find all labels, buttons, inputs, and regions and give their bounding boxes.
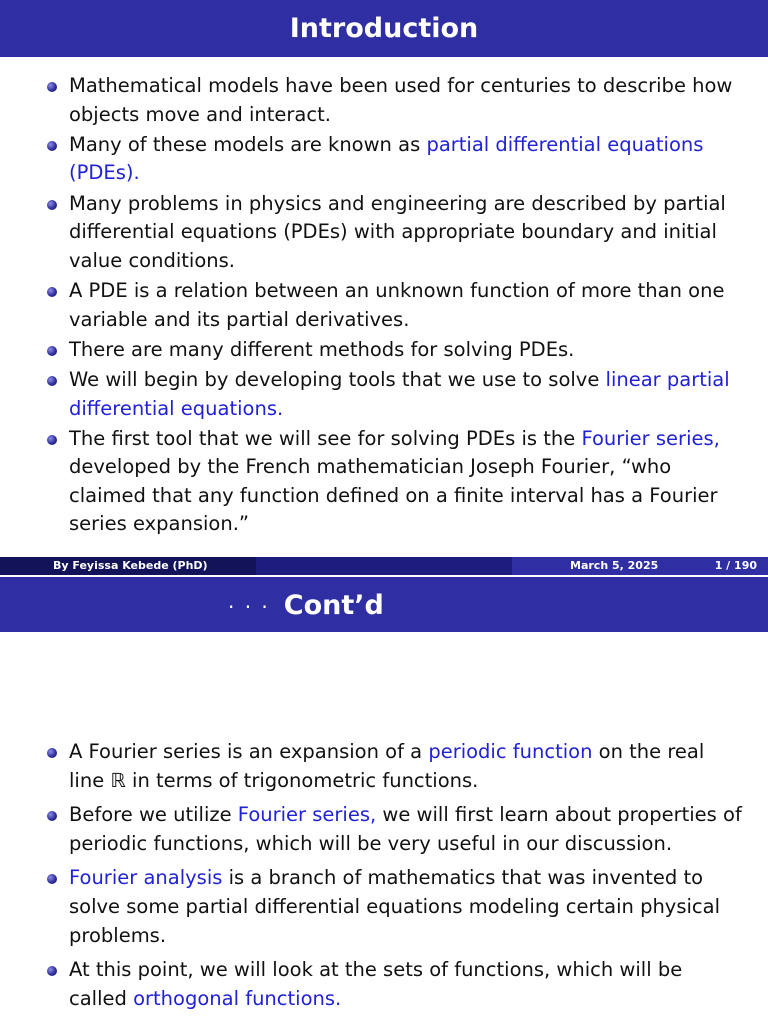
bullet-text: developed by the French mathematician Joseph Fourier, “who claimed that any function defined on a finite interval has a Fourier series expansion.” <box>69 455 718 536</box>
slide-title <box>0 0 768 57</box>
bullet-item <box>0 864 768 950</box>
bullet-text: Many of these models are known as <box>69 132 427 156</box>
bullet-item <box>0 801 768 858</box>
bullet-text: We will begin by developing tools that we use to solve <box>69 367 606 391</box>
footer-middle-band <box>256 557 512 575</box>
bullet-item <box>0 131 768 188</box>
bullet-icon <box>47 346 57 356</box>
bullet-item <box>0 72 768 129</box>
bullet-icon <box>47 376 57 386</box>
footer-date: March 5, 2025 <box>570 559 659 572</box>
bullet-item <box>0 425 768 539</box>
bullet-icon <box>47 811 57 821</box>
footer-author: By Feyissa Kebede (PhD) <box>0 557 256 575</box>
bullet-icon <box>47 435 57 445</box>
highlighted-term: Fourier analysis <box>69 866 223 890</box>
bullet-list-intro <box>0 72 768 541</box>
bullet-text: At this point, we will look at the sets of functions, which will be called <box>69 958 683 1010</box>
bullet-item <box>0 190 768 276</box>
bullet-icon <box>47 141 57 151</box>
highlighted-term: Fourier series, <box>581 426 720 450</box>
slide-footer <box>0 557 768 575</box>
bullet-item <box>0 366 768 423</box>
bullet-item <box>0 336 768 365</box>
footer-right-band <box>512 557 768 575</box>
footer-page-number: 1 / 190 <box>714 559 757 572</box>
bullet-list-contd <box>0 738 768 1019</box>
bullet-text: Many problems in physics and engineering are described by partial differential equations (PDEs) with appropriate boundary and initial value conditions. <box>69 191 726 272</box>
bullet-text: There are many different methods for solving PDEs. <box>69 337 575 361</box>
highlighted-term: Fourier series, <box>237 803 377 827</box>
bullet-icon <box>47 966 57 976</box>
bullet-text: A Fourier series is an expansion of a <box>69 740 429 763</box>
slide-title-text: Introduction <box>289 13 479 44</box>
bullet-icon <box>47 82 57 92</box>
highlighted-term: partial differential equations (PDEs). <box>69 132 704 185</box>
bullet-text: we will first learn about properties of periodic functions, which will be very useful in our discussion. <box>69 803 742 855</box>
bullet-icon <box>47 200 57 210</box>
bullet-item <box>0 738 768 795</box>
bullet-item <box>0 956 768 1013</box>
highlighted-term: orthogonal functions. <box>133 986 342 1010</box>
bullet-text: on the real line ℝ in terms of trigonometric functions. <box>69 740 705 792</box>
bullet-text: Mathematical models have been used for centuries to describe how objects move and interact. <box>69 74 733 126</box>
slide-title-contd <box>0 577 768 632</box>
bullet-text: The first tool that we will see for solving PDEs is the <box>69 426 582 450</box>
bullet-icon <box>47 287 57 297</box>
bullet-item <box>0 277 768 334</box>
slide-title-contd-text: Cont’d <box>283 590 384 621</box>
bullet-text: is a branch of mathematics that was invented to solve some partial differential equations modeling certain physical problems. <box>69 866 721 947</box>
highlighted-term: linear partial differential equations. <box>69 367 730 420</box>
bullet-text: A PDE is a relation between an unknown function of more than one variable and its partial derivatives. <box>69 278 725 331</box>
bullet-text: Before we utilize <box>69 803 238 827</box>
bullet-icon <box>47 874 57 884</box>
ellipsis-prefix: · · · <box>228 595 270 619</box>
bullet-icon <box>47 748 57 758</box>
highlighted-term: periodic function <box>428 740 593 763</box>
